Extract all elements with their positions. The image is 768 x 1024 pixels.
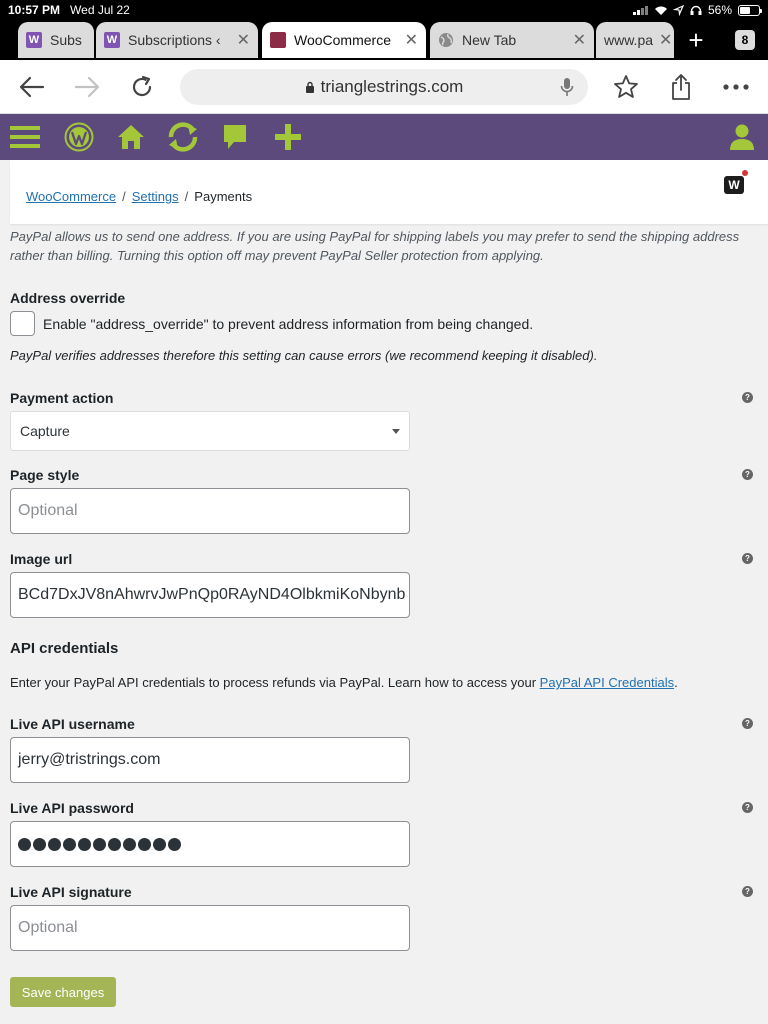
password-mask [18,838,181,851]
live-api-username-input[interactable]: jerry@tristrings.com [10,737,410,783]
headphones-icon [690,5,702,16]
api-credentials-desc-text: Enter your PayPal API credentials to process refunds via PayPal. Learn how to access your [10,675,540,690]
more-options-icon[interactable] [719,70,753,104]
close-tab-icon[interactable]: ✕ [572,32,586,49]
wifi-icon [654,5,668,16]
image-url-input[interactable]: BCd7DxJV8nAhwrvJwPnQp0RAyND4OlbkmiKoNbynb [10,572,410,618]
breadcrumb-separator: / [122,189,126,204]
password-dot [123,838,136,851]
browser-tab-strip [0,20,768,60]
breadcrumb-current: Payments [194,189,253,204]
image-url-help-icon[interactable]: ? [742,553,753,564]
password-dot [33,838,46,851]
microphone-icon[interactable] [560,77,574,97]
payment-action-help-icon[interactable]: ? [742,392,753,403]
address-override-checkbox[interactable] [10,311,35,336]
cellular-signal-icon [633,5,648,15]
breadcrumb [26,189,252,204]
live-api-password-label: Live API password [10,800,134,816]
live-api-signature-help-icon[interactable]: ? [742,886,753,897]
page-style-help-icon[interactable]: ? [742,469,753,480]
woocommerce-header [10,160,768,224]
woo-favicon-icon: W [104,32,120,48]
chevron-down-icon [392,429,400,434]
password-dot [138,838,151,851]
breadcrumb-settings-link[interactable]: Settings [131,189,179,204]
address-override-description: PayPal verifies addresses therefore this setting can cause errors (we recommend keeping it disabled). [10,348,598,363]
share-icon[interactable] [664,70,698,104]
close-tab-icon[interactable]: ✕ [236,32,250,49]
comments-icon[interactable] [220,122,250,152]
paypal-api-credentials-link[interactable]: PayPal API Credentials [539,675,675,690]
woocommerce-inbox-icon[interactable] [724,176,744,198]
live-api-username-help-icon[interactable]: ? [742,718,753,729]
back-icon[interactable] [15,70,49,104]
tab-title: WooCommerce [294,32,391,48]
woo-favicon-icon: W [26,32,42,48]
shipping-address-desc-wrap [10,227,758,265]
live-api-username-label: Live API username [10,716,135,732]
w-logo: W [724,176,744,194]
forward-icon[interactable] [70,70,104,104]
payment-action-label: Payment action [10,390,114,406]
status-date: Wed Jul 22 [70,3,130,17]
api-credentials-desc-suffix: . [674,675,678,690]
ios-status-bar [0,0,768,20]
address-bar[interactable] [180,69,588,105]
password-dot [78,838,91,851]
location-icon [674,5,684,15]
address-override-checkbox-label[interactable]: Enable "address_override" to prevent address information from being changed. [43,316,534,332]
close-tab-icon[interactable]: ✕ [404,32,418,49]
breadcrumb-separator: / [184,189,189,204]
browser-toolbar [0,60,768,114]
menu-hamburger-icon[interactable] [10,122,40,152]
updates-icon[interactable] [166,122,200,152]
reload-icon[interactable] [125,70,159,104]
tab-woocommerce[interactable] [262,22,426,58]
password-dot [93,838,106,851]
battery-icon [738,5,760,16]
home-icon[interactable] [116,122,146,152]
wordpress-logo-icon[interactable] [64,122,94,152]
tab-title: Subs [50,32,82,48]
woocommerce-favicon-icon [270,32,286,48]
shipping-address-description: PayPal allows us to send one address. If you are using PayPal for shipping labels you may prefer to send the shipping address rather than billing. Turning this option off may prevent PayPal Seller protection from applying. [10,229,740,263]
live-api-password-input[interactable] [10,821,410,867]
password-dot [168,838,181,851]
page-style-input[interactable]: Optional [10,488,410,534]
tab-title: www.pa [604,32,654,48]
api-credentials-heading: API credentials [10,640,119,657]
password-dot [18,838,31,851]
password-dot [108,838,121,851]
password-dot [63,838,76,851]
wp-admin-bar [0,114,768,160]
bookmark-star-icon[interactable] [609,70,643,104]
close-tab-icon[interactable]: ✕ [659,32,673,49]
tab-subs[interactable] [18,22,94,58]
payment-action-select[interactable] [10,411,410,451]
url-text: trianglestrings.com [320,77,464,96]
status-time: 10:57 PM [8,3,61,17]
tab-subscriptions[interactable] [96,22,258,58]
live-api-signature-label: Live API signature [10,884,132,900]
image-url-label: Image url [10,551,73,567]
live-api-password-help-icon[interactable]: ? [742,802,753,813]
user-avatar-icon[interactable] [727,122,757,152]
tab-title: New Tab [462,32,517,48]
new-tab-icon[interactable]: + [688,24,704,55]
api-credentials-description [10,675,678,690]
tab-new-tab[interactable] [430,22,594,58]
address-override-label: Address override [10,290,126,306]
tab-count-button[interactable]: 8 [735,30,755,50]
add-new-icon[interactable] [273,122,303,152]
notification-dot [742,170,748,176]
page-style-label: Page style [10,467,80,483]
lock-icon [305,81,315,93]
payment-action-value: Capture [20,423,70,439]
save-changes-button[interactable]: Save changes [10,977,116,1007]
password-dot [153,838,166,851]
password-dot [48,838,61,851]
globe-icon [438,32,454,48]
battery-percent: 56% [707,3,732,17]
tab-title: Subscriptions ‹ [128,32,221,48]
live-api-signature-input[interactable]: Optional [10,905,410,951]
tab-www-pa[interactable] [596,22,674,58]
breadcrumb-woocommerce-link[interactable]: WooCommerce [26,189,117,204]
